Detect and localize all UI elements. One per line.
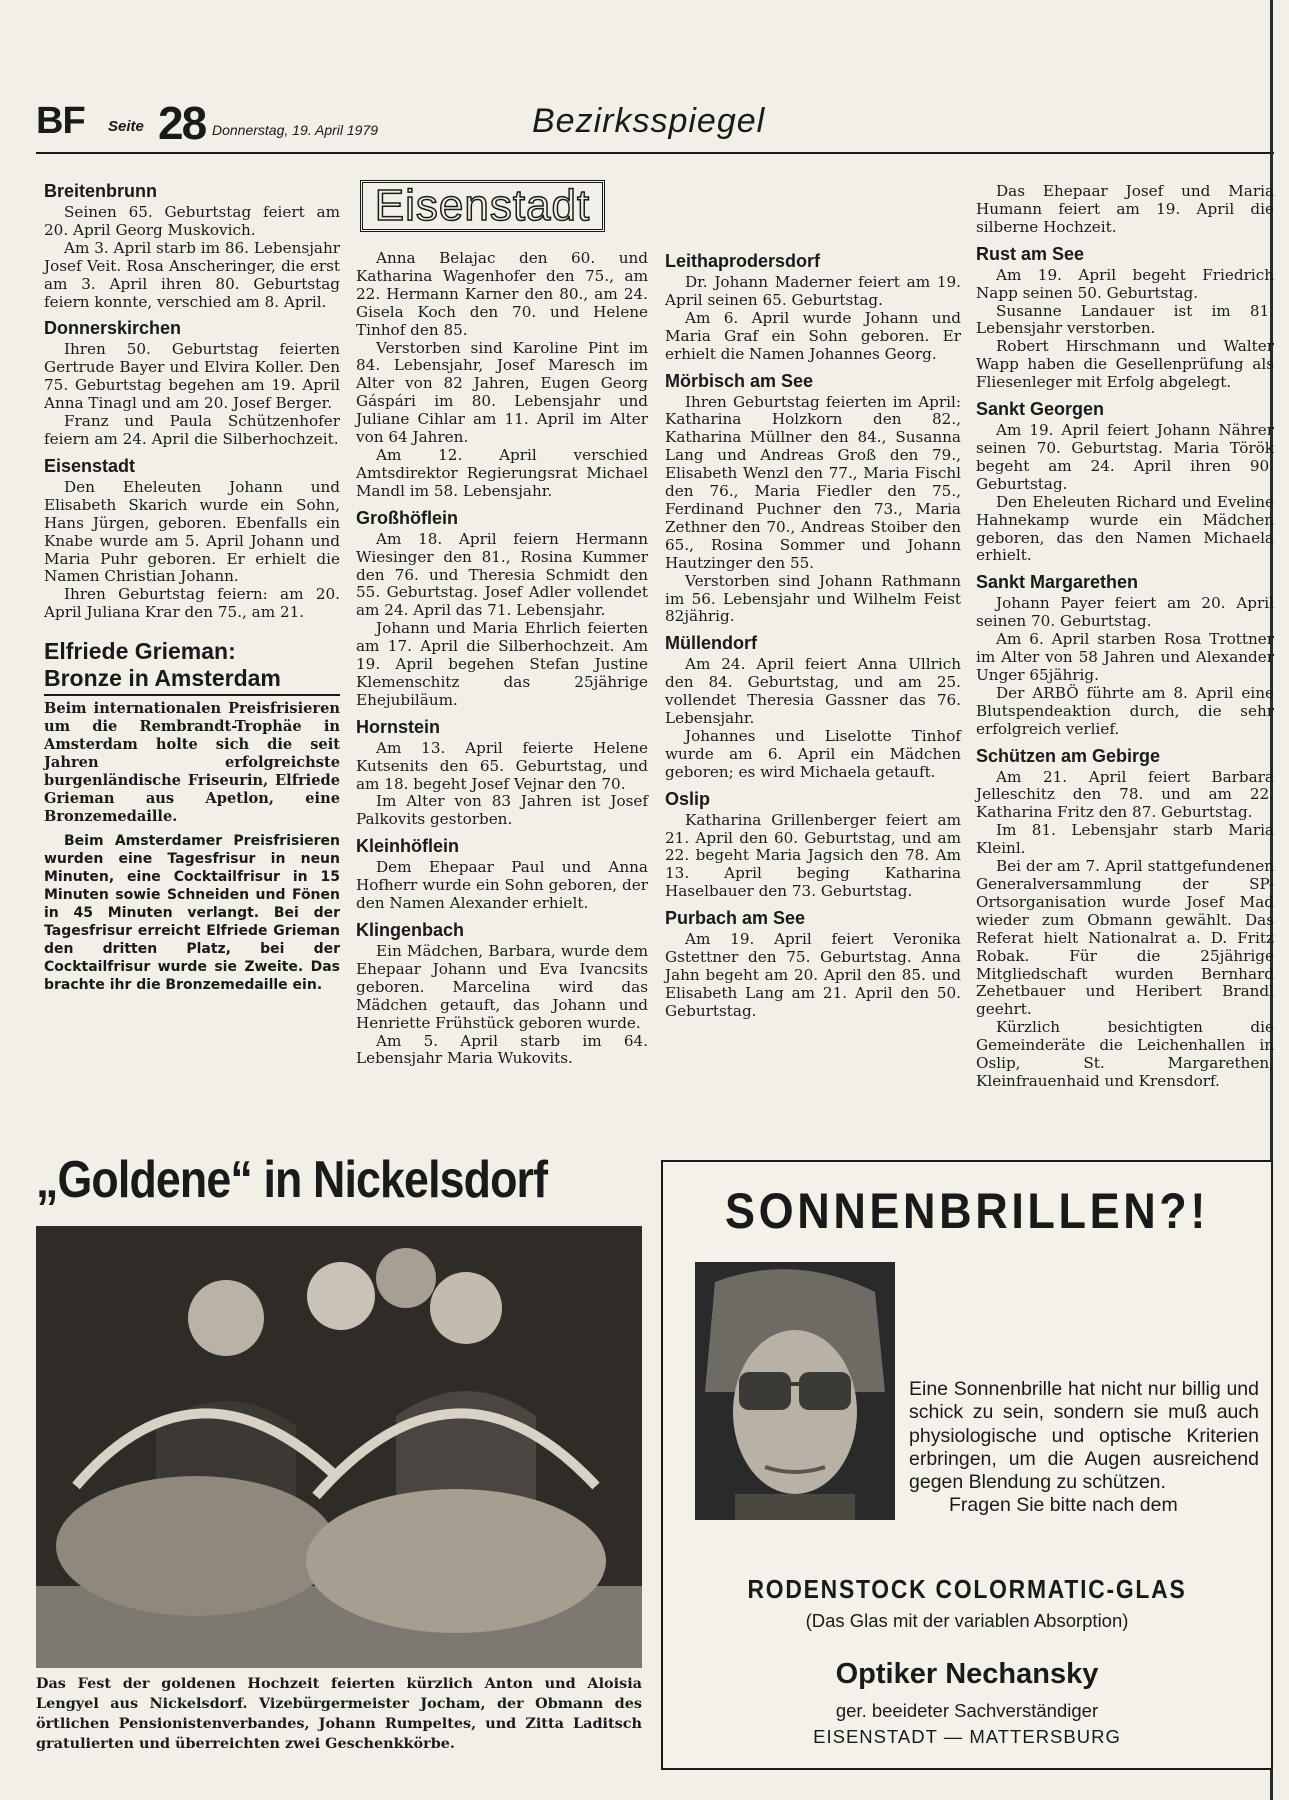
place-heading: Mörbisch am See [665,370,814,391]
place-heading: Sankt Margarethen [976,572,1139,593]
ad-brand: RODENSTOCK COLORMATIC-GLAS [747,1574,1187,1604]
masthead-brand: BF [36,100,85,142]
article-paragraph: Kürzlich besichtigten die Gemeinderäte die Leichenhallen in Oslip, St. Margarethen, Kleinfrauenhaid und Krensdorf. [976,1018,1274,1090]
article-paragraph: Am 3. April starb im 86. Lebensjahr Josef Veit. Rosa Anscheringer, die erst am 3. April ihren 80. Geburtstag feiern konnte, verschied am 8. April. [44,238,341,311]
ad-brand-subtitle: (Das Glas mit der variablen Absorption) [805,1610,1129,1631]
place-heading: Oslip [665,788,711,809]
place-heading: Eisenstadt [44,455,136,476]
place-heading: Breitenbrunn [44,181,158,201]
ad-body-ask: Fragen Sie bitte nach dem [949,1494,1178,1517]
article-paragraph: Susanne Landauer ist im 81. Lebensjahr verstorben. [976,301,1274,338]
column-2 [356,250,648,1068]
article-paragraph: Bei der am 7. April stattgefundenen Generalversammlung der SP-Ortsorganisation wurde Josef Mad wieder zum Obmann gewählt. Das Referat hielt Nationalrat a. D. Fritz Robak. Für die 25jährige Mitgliedschaft wurden Bernhard Zehetbauer und Heribert Brandl geehrt. [976,857,1274,1019]
article-paragraph: Verstorben sind Karoline Pint im 84. Lebensjahr, Josef Maresch im Alter von 82 Jahren, Eugen Georg Gáspári im 80. Lebensjahr und Juliane Cihlar am 11. April im Alter von 64 Jahren. [356,338,648,447]
ad-model-illustration [695,1262,895,1520]
place-heading: Leithaprodersdorf [665,251,821,271]
column-3 [665,250,961,1021]
article-paragraph: Ein Mädchen, Barbara, wurde dem Ehepaar Johann und Eva Ivancsits geboren. Marcelina wird das Mädchen getauft, das Johann und Henriette Frühstück geboren wurde. [356,942,648,1032]
section-title: Bezirksspiegel [532,102,766,140]
article-paragraph: Katharina Grillenberger feiert am 21. April den 60. Geburtstag, und am 22. begeht Maria Jagsich den 78. Am 13. April beging Katharina Haselbauer den 73. Geburtstag. [665,810,961,901]
article-paragraph: Verstorben sind Johann Rathmann im 56. Lebensjahr und Wilhelm Feist 82jährig. [665,571,961,626]
article-paragraph: Im Alter von 83 Jahren ist Josef Palkovits gestorben. [356,792,648,829]
issue-date: Donnerstag, 19. April 1979 [212,122,379,138]
article-paragraph: Am 18. April feiern Hermann Wiesinger den 81., Rosina Kummer den 76. und Theresia Schmidt den 55. Geburtstag. Josef Adler vollendet am 24. April das 71. Lebensjahr. [356,529,648,620]
article-paragraph: Ihren Geburtstag feiern: am 20. April Juliana Krar den 75., am 21. [44,585,340,622]
eisenstadt-section-label: Eisenstadt [360,180,605,232]
article-paragraph: Dr. Johann Maderner feiert am 19. April seinen 65. Geburtstag. [665,273,961,309]
place-heading: Rust am See [976,243,1085,264]
article-paragraph: Am 24. April feiert Anna Ullrich den 84. Geburtstag, und am 25. vollendet Theresia Gassner das 76. Lebensjahr. [665,655,961,728]
golden-wedding-photo-illustration [36,1226,642,1668]
article-paragraph: Robert Hirschmann und Walter Wapp haben die Gesellenprüfung als Fliesenleger mit Erfolg abgelegt. [976,337,1274,392]
page-number: 28 [158,97,206,149]
sunglasses-advertisement [661,1160,1273,1770]
place-heading: Schützen am Gebirge [976,745,1161,766]
article-paragraph: Am 21. April feiert Barbara Jelleschitz den 78. und am 22. Katharina Fritz den 87. Geburtstag. [976,767,1274,822]
place-heading: Großhöflein [356,507,458,528]
article-paragraph: Am 6. April wurde Johann und Maria Graf ein Sohn geboren. Er erhielt die Namen Johannes Georg. [665,308,961,363]
golden-wedding-photo [36,1226,642,1668]
column-1 [44,180,340,995]
grieman-body: Beim Amsterdamer Preisfrisieren wurden eine Tagesfrisur in neun Minuten, eine Cocktailfrisur in 15 Minuten sowie Schneiden und Fönen in 45 Minuten verlangt. Bei der Tagesfrisur erreicht Elfriede Grieman den dritten Platz, bei der Cocktailfrisur wurde sie Zweite. Das brachte ihr die Bronzemedaille ein. [44,833,340,993]
masthead [36,96,1274,152]
grieman-headline-line-1: Elfriede Grieman: [44,638,236,665]
article-paragraph: Franz und Paula Schützenhofer feiern am 24. April die Silberhochzeit. [44,412,340,448]
article-paragraph: Johann und Maria Ehrlich feierten am 17. April die Silberhochzeit. Am 19. April begehen Stefan Justine Klemenschitz das 25jährige Ehejubiläum. [356,619,648,709]
article-paragraph: Den Eheleuten Johann und Elisabeth Skarich wurde ein Sohn, Hans Jürgen, geboren. Ebenfalls ein Knabe wurde am 5. April Johann und Maria Puhr geboren. Er erhielt die Namen Christian Johann. [44,477,340,586]
article-paragraph: Am 13. April feierte Helene Kutsenits den 65. Geburtstag, und am 18. begeht Josef Vejnar den 70. [356,738,648,793]
article-paragraph: Den Eheleuten Richard und Eveline Hahnekamp wurde ein Mädchen geboren, das den Namen Michaela erhielt. [976,492,1274,565]
grieman-lead: Beim internationalen Preisfrisieren um die Rembrandt-Trophäe in Amsterdam holte sich die seit Jahren erfolgreichste burgenländische Friseurin, Elfriede Grieman aus Apetlon, eine Bronzemedaille. [44,700,340,825]
column-4 [976,183,1274,1091]
ad-shop-name: Optiker Nechansky [835,1658,1099,1690]
article-paragraph: Am 12. April verschied Amtsdirektor Regierungsrat Michael Mandl im 58. Lebensjahr. [356,445,648,500]
article-paragraph: Johann Payer feiert am 20. April seinen 70. Geburtstag. [976,594,1274,631]
ad-body-text: Eine Sonnenbrille hat nicht nur billig und schick zu sein, sondern sie muß auch physiologische und optische Kriterien erbringen, um die Augen ausreichend gegen Blendung zu schützen. [909,1378,1259,1494]
place-heading: Hornstein [356,716,441,737]
ad-model-photo [695,1262,895,1520]
place-heading: Müllendorf [665,633,757,654]
place-heading: Klingenbach [356,920,465,940]
article-paragraph: Im 81. Lebensjahr starb Maria Kleinl. [976,821,1274,858]
header-rule [36,152,1274,154]
article-paragraph: Am 19. April begeht Friedrich Napp seinen 50. Geburtstag. [976,265,1274,302]
place-heading: Purbach am See [665,908,806,929]
masthead-seite: Seite [108,118,144,135]
ad-locations: EISENSTADT — MATTERSBURG [813,1726,1121,1747]
ad-headline: SONNENBRILLEN?! [724,1183,1209,1239]
article-paragraph: Anna Belajac den 60. und Katharina Wagenhofer den 75., am 22. Hermann Karner den 80., am 24. Gisela Koch den 70. und Helene Tinhof den 85. [356,249,648,339]
article-paragraph: Am 19. April feiert Veronika Gstettner den 75. Geburtstag. Anna Jahn begeht am 20. April den 85. und Elisabeth Lang am 21. April den 50. Geburtstag. [665,930,961,1020]
article-paragraph: Ihren 50. Geburtstag feierten Gertrude Bayer und Elvira Koller. Den 75. Geburtstag begehen am 19. April Anna Tinagl und am 20. Josef Berger. [44,340,340,413]
photo-caption: Das Fest der goldenen Hochzeit feierten kürzlich Anton und Aloisia Lengyel aus Nickelsdorf. Vizebürgermeister Jocham, der Obmann des örtlichen Pensionistenverbandes, Johann Rumpeltes, und Zitta Laditsch gratulierten und überreichten zwei Geschenkkörbe. [36,1675,642,1752]
place-heading: Sankt Georgen [976,399,1105,420]
goldene-headline: „Goldene“ in Nickelsdorf [36,1151,548,1209]
article-paragraph: Dem Ehepaar Paul und Anna Hofherr wurde ein Sohn geboren, der den Namen Alexander erhielt. [356,858,648,913]
article-paragraph: Am 6. April starben Rosa Trottner im Alter von 58 Jahren und Alexander Unger 65jährig. [976,630,1274,684]
article-paragraph: Am 5. April starb im 64. Lebensjahr Maria Wukovits. [356,1031,648,1068]
ad-body [909,1378,1259,1518]
place-heading: Donnerskirchen [44,318,182,339]
article-paragraph: Seinen 65. Geburtstag feiert am 20. April Georg Muskovich. [44,203,340,239]
article-paragraph: Der ARBÖ führte am 8. April eine Blutspendeaktion durch, die sehr erfolgreich verlief. [976,683,1274,738]
article-paragraph: Ihren Geburtstag feierten im April: Katharina Holzkorn den 82., Katharina Müllner den 84., Susanna Lang und Andreas Groß den 79., Elisabeth Wenzl den 77., Maria Fischl den 76., Maria Fiedler den 75., Ferdinand Puchner den 73., Maria Zethner den 70., Andreas Stoiber den 65., Rosina Sommer und Johann Hautzinger den 55. [665,392,961,572]
article-paragraph: Das Ehepaar Josef und Maria Humann feiert am 19. April die silberne Hochzeit. [976,182,1274,236]
article-paragraph: Am 19. April feiert Johann Nährer seinen 70. Geburtstag. Maria Török begeht am 24. April ihren 90. Geburtstag. [976,421,1274,493]
grieman-headline-line-2: Bronze in Amsterdam [44,665,281,692]
place-heading: Kleinhöflein [356,836,459,857]
ad-certification: ger. beeideter Sachverständiger [835,1700,1099,1721]
article-paragraph: Johannes und Liselotte Tinhof wurde am 6. April ein Mädchen geboren; es wird Michaela getauft. [665,726,961,781]
grieman-headline [44,638,340,696]
